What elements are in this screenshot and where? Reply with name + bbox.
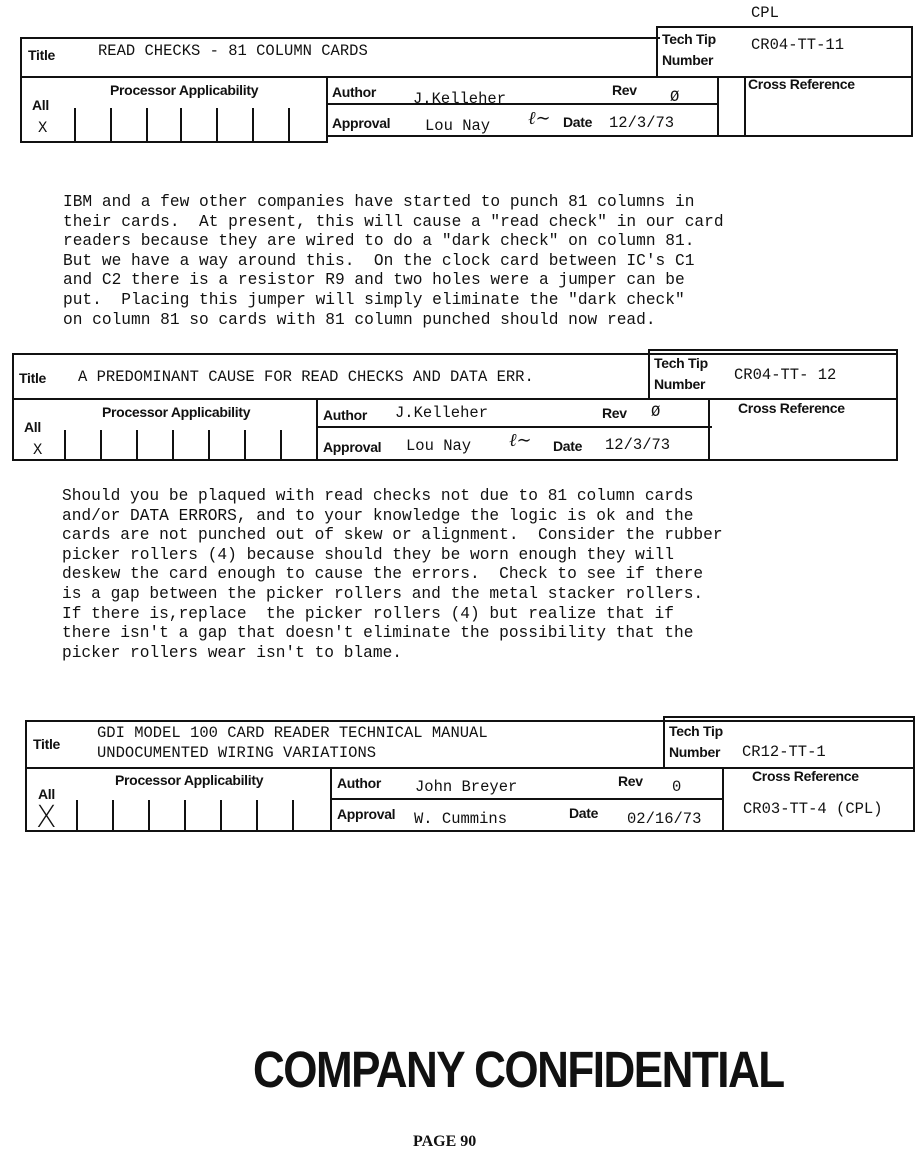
approval-value: Lou Nay <box>406 437 472 455</box>
confidential-stamp <box>253 1040 784 1099</box>
rev-label: Rev <box>602 405 627 421</box>
tip-body-2: Should you be plaqued with read checks not due to 81 column cards and/or DATA ERRORS, and to your knowledge the logic is ok and the cards are not punched out of skew or alignment. Consider the rubber picker rollers (4) because should they be worn enough they will deskew the card enough to cause the errors. Check to see if there is a gap between the picker rollers and the metal stacker rollers. If there is,replace the picker rollers (4) but realize that if there isn't a gap that doesn't eliminate the possibility that the picker rollers wear isn't to blame. <box>62 487 723 662</box>
all-label: All <box>32 97 49 113</box>
applicability-mark: X <box>38 119 48 137</box>
approval-value: W. Cummins <box>414 810 508 828</box>
tip-number: CR04-TT-11 <box>751 36 845 54</box>
tip-title-line-1: GDI MODEL 100 CARD READER TECHNICAL MANUAL <box>97 724 488 742</box>
approval-value: Lou Nay <box>425 117 491 135</box>
author-label: Author <box>323 407 368 423</box>
date-value: 12/3/73 <box>609 114 675 132</box>
processor-applicability-label: Processor Applicability <box>115 772 264 788</box>
rev-value: Ø <box>651 403 661 421</box>
author-label: Author <box>332 84 377 100</box>
approval-label: Approval <box>332 115 391 131</box>
date-value: 12/3/73 <box>605 436 671 454</box>
processor-applicability-label: Processor Applicability <box>110 82 259 98</box>
applicability-mark: X <box>33 441 43 459</box>
all-label: All <box>24 419 41 435</box>
tip-body-1: IBM and a few other companies have started to punch 81 columns in their cards. At present, this will cause a "read check" in our card readers because they are wired to do a "dark check" on column 81. But we have a way around this. On the clock card between IC's C1 and C2 there is a resistor R9 and two holes were a jumper can be put. Placing this jumper will simply eliminate the "dark check" on column 81 so cards with 81 column punched should now read. <box>63 193 724 329</box>
cross-reference-label: Cross Reference <box>748 76 855 92</box>
tip-title: READ CHECKS - 81 COLUMN CARDS <box>98 42 368 60</box>
tech-tip-label: Tech Tip <box>662 31 716 47</box>
cross-reference-value: CR03-TT-4 (CPL) <box>743 800 883 818</box>
title-label: Title <box>33 736 61 752</box>
date-label: Date <box>553 438 583 454</box>
header-code: CPL <box>751 4 779 22</box>
tip-number: CR12-TT-1 <box>742 743 826 761</box>
rev-label: Rev <box>618 773 643 789</box>
author-value: J.Kelleher <box>395 404 489 422</box>
cross-reference-label: Cross Reference <box>738 400 845 416</box>
tip-number: CR04-TT- 12 <box>734 366 837 384</box>
date-label: Date <box>563 114 593 130</box>
author-label: Author <box>337 775 382 791</box>
tech-tip-label: Tech Tip <box>669 723 723 739</box>
number-label: Number <box>662 52 714 68</box>
confidential-text: COMPANY CONFIDENTIAL <box>253 1042 784 1099</box>
number-label: Number <box>654 376 706 392</box>
tech-tip-label: Tech Tip <box>654 355 708 371</box>
applicability-mark: X <box>36 800 57 835</box>
date-label: Date <box>569 805 599 821</box>
rev-label: Rev <box>612 82 637 98</box>
author-value: J.Kelleher <box>413 90 507 108</box>
tip-title-line-2: UNDOCUMENTED WIRING VARIATIONS <box>97 744 377 762</box>
approval-signature-initials: ℓ∼ <box>509 430 532 451</box>
title-label: Title <box>19 370 47 386</box>
rev-value: Ø <box>670 88 680 106</box>
number-label: Number <box>669 744 721 760</box>
processor-applicability-label: Processor Applicability <box>102 404 251 420</box>
author-value: John Breyer <box>415 778 518 796</box>
cross-reference-label: Cross Reference <box>752 768 859 784</box>
rev-value: 0 <box>672 778 682 796</box>
approval-signature-initials: ℓ∼ <box>528 108 551 129</box>
date-value: 02/16/73 <box>627 810 702 828</box>
approval-label: Approval <box>337 806 396 822</box>
title-label: Title <box>28 47 56 63</box>
page-number: PAGE 90 <box>413 1133 477 1150</box>
all-label: All <box>38 786 55 802</box>
approval-label: Approval <box>323 439 382 455</box>
tip-title: A PREDOMINANT CAUSE FOR READ CHECKS AND DATA ERR. <box>78 368 534 386</box>
